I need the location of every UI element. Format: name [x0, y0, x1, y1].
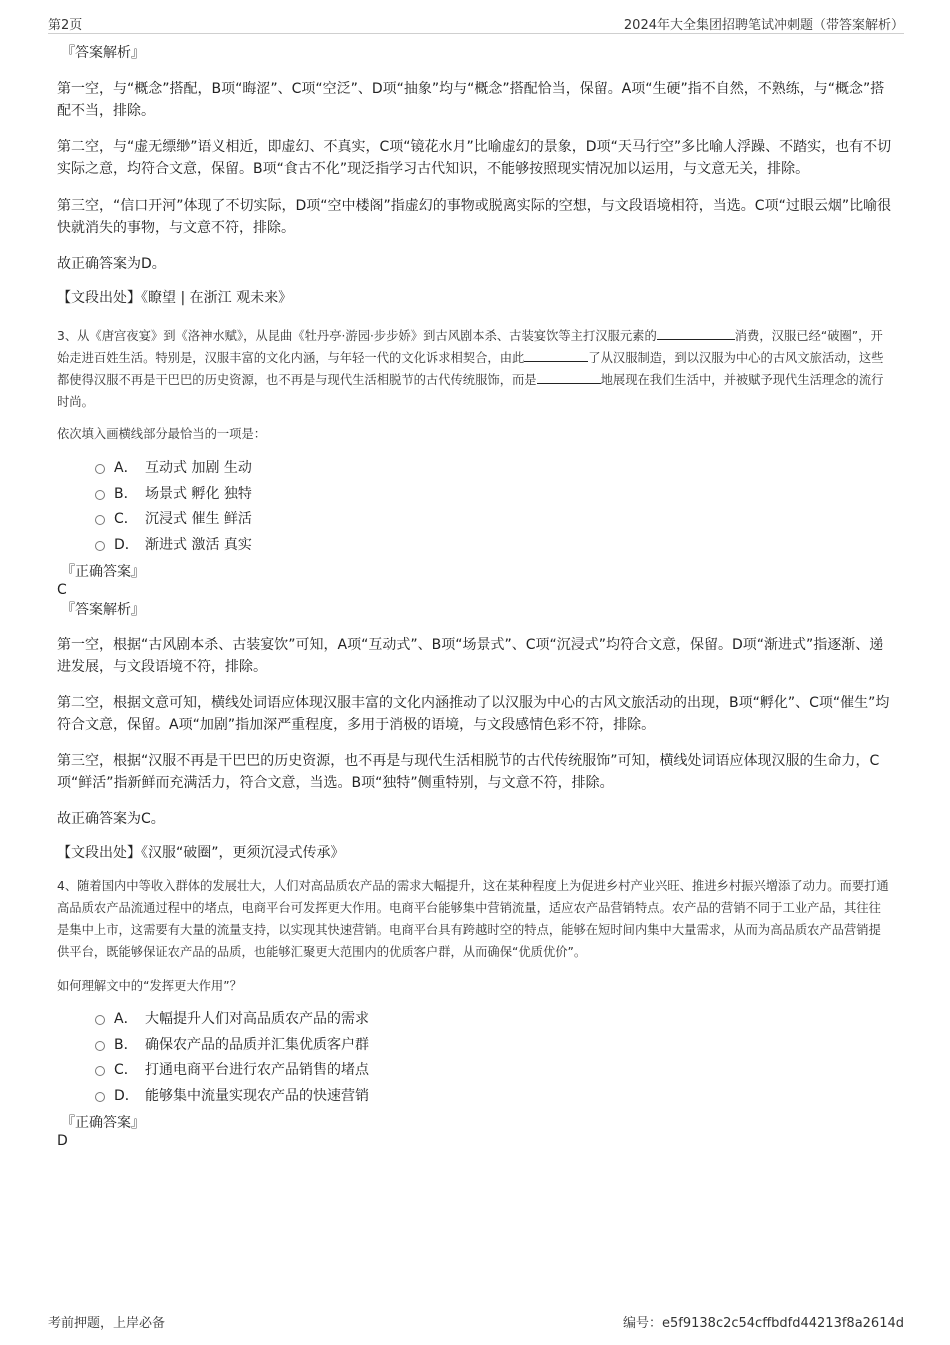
- q4-option-b[interactable]: B． 确保农产品的品质并汇集优质客户群: [95, 1033, 893, 1059]
- radio-icon[interactable]: [95, 1092, 105, 1102]
- q2-analysis-heading: 『答案解析』: [61, 45, 145, 61]
- blank-1: [657, 326, 735, 340]
- page-content: [57, 44, 893, 1151]
- q3-analysis-p1: 第一空，根据“古风剧本杀、古装宴饮”可知，A项“互动式”、B项“场景式”、C项“沉浸式”均符合文意，保留。D项“渐进式”指逐渐、递进发展，与文段语境不符，排除。: [57, 637, 884, 675]
- q4-answer: D: [57, 1133, 68, 1149]
- q3-answer-heading: 『正确答案』: [61, 564, 145, 580]
- q2-analysis-p1: 第一空，与“概念”搭配，B项“晦涩”、C项“空泛”、D项“抽象”均与“概念”搭配恰当，保留。A项“生硬”指不自然，不熟练，与“概念”搭配不当，排除。: [57, 81, 885, 119]
- q3-prompt: 依次填入画横线部分最恰当的一项是：: [57, 427, 267, 441]
- q3-source: 【文段出处】《汉服“破圈”，更须沉浸式传承》: [57, 845, 345, 861]
- blank-2: [524, 348, 588, 362]
- q3-stem: 3、从《唐宫夜宴》到《洛神水赋》，从昆曲《牡丹亭·游园·步步娇》到古风剧本杀、古装宴饮等主打汉服元素的 消费，汉服已经“破圈”，开始走进百姓生活。特别是，汉服丰富的文化内涵，与年轻一代的文化诉求相契合，由此 了从汉服制造，到以汉服为中心的古风文旅活动，这些都使得汉服不再是干巴巴的历史资源，也不再是与现代生活相脱节的古代传统服饰，而是 地展现在我们生活中，并被赋予现代生活理念的流行时尚。: [57, 325, 893, 413]
- q4-options: [95, 1007, 893, 1109]
- q4-option-d[interactable]: D． 能够集中流量实现农产品的快速营销: [95, 1084, 893, 1110]
- q2-analysis-p3: 第三空，“信口开河”体现了不切实际，D项“空中楼阁”指虚幻的事物或脱离实际的空想，与文段语境相符，当选。C项“过眼云烟”比喻很快就消失的事物，与文意不符，排除。: [57, 198, 892, 236]
- q3-options: [95, 456, 893, 558]
- q3-conclusion: 故正确答案为C。: [57, 811, 165, 827]
- page-number: 第2页: [48, 18, 83, 33]
- q3-option-a[interactable]: A． 互动式 加剧 生动: [95, 456, 893, 482]
- radio-icon[interactable]: [95, 541, 105, 551]
- footer-slogan: 考前押题，上岸必备: [48, 1316, 166, 1331]
- q4-option-a[interactable]: A． 大幅提升人们对高品质农产品的需求: [95, 1007, 893, 1033]
- radio-icon[interactable]: [95, 1015, 105, 1025]
- q3-analysis-p3: 第三空，根据“汉服不再是干巴巴的历史资源，也不再是与现代生活相脱节的古代传统服饰”可知，横线处词语应体现汉服的生命力，C项“鲜活”指新鲜而充满活力，符合文意，当选。B项“独特”侧重特别，与文意不符，排除。: [57, 753, 880, 791]
- radio-icon[interactable]: [95, 515, 105, 525]
- radio-icon[interactable]: [95, 1066, 105, 1076]
- q3-option-b[interactable]: B． 场景式 孵化 独特: [95, 482, 893, 508]
- q2-source: 【文段出处】《瞭望 | 在浙江 观未来》: [57, 290, 293, 306]
- q3-option-d[interactable]: D． 渐进式 激活 真实: [95, 533, 893, 559]
- blank-3: [537, 370, 601, 384]
- q4-prompt: 如何理解文中的“发挥更大作用”？: [57, 979, 242, 993]
- q3-answer: C: [57, 582, 67, 598]
- q4-stem: 4、随着国内中等收入群体的发展壮大，人们对高品质农产品的需求大幅提升，这在某种程度上为促进乡村产业兴旺、推进乡村振兴增添了动力。而要打通高品质农产品流通过程中的堵点，电商平台可发挥更大作用。电商平台能够集中营销流量，适应农产品营销特点。农产品的营销不同于工业产品，其往往是集中上市，这需要有大量的流量支持，以实现其快速营销。电商平台具有跨越时空的特点，能够在短时间内集中大量需求，从而为高品质农产品营销提供平台，既能够保证农产品的品质，也能够汇聚更大范围内的优质客户群，从而确保“优质优价”。: [57, 879, 889, 959]
- q3-analysis-heading: 『答案解析』: [61, 602, 145, 618]
- radio-icon[interactable]: [95, 1041, 105, 1051]
- q4-option-c[interactable]: C． 打通电商平台进行农产品销售的堵点: [95, 1058, 893, 1084]
- q3-option-c[interactable]: C． 沉浸式 催生 鲜活: [95, 507, 893, 533]
- radio-icon[interactable]: [95, 490, 105, 500]
- q3-analysis-p2: 第二空，根据文意可知，横线处词语应体现汉服丰富的文化内涵推动了以汉服为中心的古风文旅活动的出现，B项“孵化”、C项“催生”均符合文意，保留。A项“加剧”指加深严重程度，多用于消极的语境，与文段感情色彩不符，排除。: [57, 695, 890, 733]
- document-code: 编号：e5f9138c2c54cffbdfd44213f8a2614d: [623, 1316, 904, 1331]
- q2-analysis-p2: 第二空，与“虚无缥缈”语义相近，即虚幻、不真实，C项“镜花水月”比喻虚幻的景象，D项“天马行空”多比喻人浮躁、不踏实，也有不切实际之意，均符合文意，保留。B项“食古不化”现泛指学习古代知识，不能够按照现实情况加以运用，与文意无关，排除。: [57, 139, 892, 177]
- radio-icon[interactable]: [95, 464, 105, 474]
- page-header: [48, 14, 904, 34]
- q4-answer-heading: 『正确答案』: [61, 1115, 145, 1131]
- q2-conclusion: 故正确答案为D。: [57, 256, 166, 272]
- document-title: 2024年大全集团招聘笔试冲刺题（带答案解析）: [623, 18, 904, 33]
